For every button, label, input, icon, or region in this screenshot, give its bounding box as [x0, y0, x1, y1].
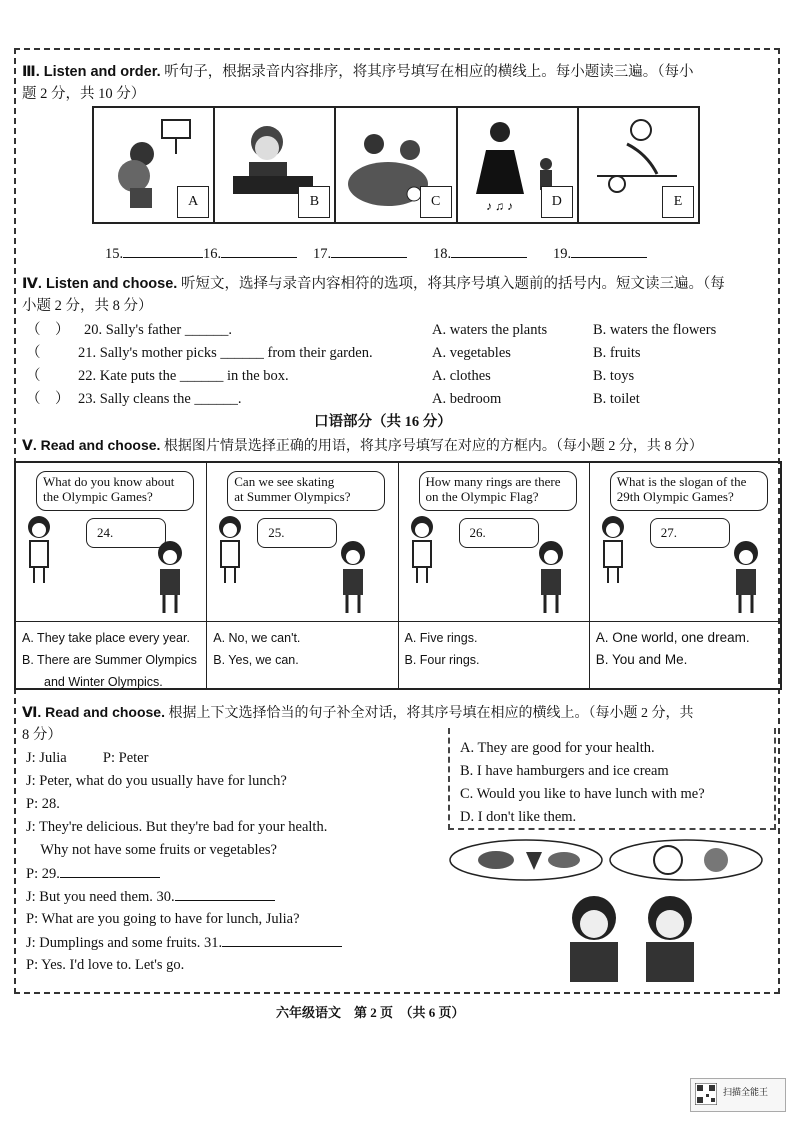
- q20-option-a: A. waters the plants: [432, 322, 548, 338]
- sec6-options-box: [448, 728, 776, 830]
- answer-line[interactable]: [123, 245, 203, 258]
- q23-option-a: A. bedroom: [432, 391, 502, 407]
- dialogue-line-9: P: Yes. I'd love to. Let's go.: [26, 957, 185, 973]
- children-lunch-illustration: [446, 838, 766, 988]
- boy-icon: [152, 539, 188, 615]
- answer-19: [553, 245, 647, 263]
- bubble-line-1: Can we see skating: [234, 474, 335, 489]
- picture-label-d: D: [541, 186, 573, 218]
- bubble-line-2: the Olympic Games?: [43, 488, 153, 504]
- scanner-watermark: [690, 1078, 786, 1112]
- qr-code-icon: [695, 1083, 717, 1105]
- dialogue-text: J: Dumplings and some fruits. 31.: [26, 935, 223, 951]
- scanner-app-name: 扫描全能王: [723, 1087, 769, 1097]
- picture-label-e: E: [662, 186, 694, 218]
- sec3-picture-strip: [92, 106, 700, 224]
- q21-option-a: A. vegetables: [432, 345, 511, 361]
- answer-17: [313, 245, 407, 263]
- answer-box-25[interactable]: [257, 518, 337, 548]
- speech-bubble: [610, 471, 768, 511]
- answer-line[interactable]: [331, 245, 407, 258]
- dialogue-line-2: [26, 796, 60, 813]
- answer-number: 26.: [469, 525, 486, 540]
- answer-number: 17.: [313, 246, 332, 262]
- sec3-header: [22, 64, 693, 81]
- girl-icon: [22, 515, 56, 585]
- sec3-instruction-2: 题 2 分，共 10 分）: [22, 86, 146, 102]
- answer-18: [433, 245, 527, 263]
- dialogue-picture: [590, 463, 780, 622]
- picture-b: [215, 108, 336, 222]
- q22-option-b: B. toys: [593, 368, 635, 384]
- sec5-grid: [14, 461, 782, 690]
- bubble-line-2: 29th Olympic Games?: [616, 488, 734, 504]
- sec5-panel-25: [207, 463, 398, 688]
- sec6-title: Ⅵ. Read and choose.: [22, 704, 165, 720]
- option-b: B. Yes, we can.: [213, 653, 299, 667]
- sec5-header: [22, 437, 703, 455]
- dialogue-picture: [207, 463, 397, 622]
- answer-number: 27.: [660, 525, 677, 540]
- sec6-instruction: 根据上下文选择恰当的句子补全对话，将其序号填在相应的横线上。（每小题 2 分，共: [168, 706, 694, 721]
- dialogue-picture: [399, 463, 589, 622]
- sec5-panel-27: [590, 463, 780, 688]
- picture-label-a: A: [177, 186, 209, 218]
- option-a: A. One world, one dream.: [595, 630, 750, 645]
- option-b: B. There are Summer Olympics: [22, 653, 197, 667]
- sec6-option-c: C. Would you like to have lunch with me?: [460, 786, 705, 802]
- q21-option-b: B. fruits: [593, 345, 641, 361]
- answer-number: 15.: [105, 246, 124, 262]
- dialogue-line-3: J: They're delicious. But they're bad for your health.: [26, 819, 328, 835]
- q22-paren[interactable]: （: [26, 368, 41, 384]
- q22-option-a: A. clothes: [432, 368, 491, 384]
- q23-text: 23. Sally cleans the ______.: [78, 391, 242, 407]
- sec5-panel-24: [16, 463, 207, 688]
- dialogue-line-7: P: What are you going to have for lunch, Julia?: [26, 911, 300, 927]
- q20-paren[interactable]: （ ）: [26, 322, 70, 338]
- answer-number: 24.: [97, 525, 114, 540]
- q20-option-b: B. waters the flowers: [593, 322, 717, 338]
- picture-d: [458, 108, 579, 222]
- option-b: B. Four rings.: [404, 653, 480, 667]
- options-27: [596, 627, 750, 671]
- bubble-line-1: How many rings are there: [425, 474, 561, 489]
- answer-number: 16.: [203, 246, 222, 262]
- options-25: [213, 627, 300, 671]
- dialogue-text: P: 29.: [26, 866, 60, 882]
- answer-number: 18.: [433, 246, 452, 262]
- sec4-title: Ⅳ. Listen and choose.: [22, 276, 178, 292]
- answer-line-29[interactable]: [60, 865, 160, 878]
- sec3-title: Ⅲ. Listen and order.: [22, 64, 161, 80]
- dialogue-line-1: J: Peter, what do you usually have for lunch?: [26, 773, 287, 789]
- sec6-option-d: D. I don't like them.: [460, 809, 577, 825]
- picture-c: [336, 108, 457, 222]
- sec5-title: Ⅴ. Read and choose.: [22, 437, 161, 453]
- options-26: [405, 627, 480, 671]
- q21-text: 21. Sally's mother picks ______ from their garden.: [78, 345, 373, 361]
- sec5-panel-26: [399, 463, 590, 688]
- bubble-line-1: What do you know about: [43, 474, 175, 489]
- option-b: B. You and Me.: [595, 652, 688, 667]
- sec3-instruction: 听句子，根据录音内容排序，将其序号填写在相应的横线上。每小题读三遍。（每小: [164, 64, 694, 80]
- sec6-option-a: A. They are good for your health.: [460, 740, 655, 756]
- sec5-instruction: 根据图片情景选择正确的用语，将其序号填写在对应的方框内。（每小题 2 分，共 8 分）: [163, 439, 703, 454]
- girl-icon: [405, 515, 439, 585]
- answer-number: 25.: [268, 525, 285, 540]
- svg-text:♪ ♫ ♪: ♪ ♫ ♪: [485, 199, 513, 213]
- sec6-instruction-2: 8 分）: [22, 727, 62, 743]
- answer-line-31[interactable]: [222, 934, 342, 947]
- q23-paren[interactable]: （ ）: [26, 391, 70, 407]
- speech-bubble: [36, 471, 194, 511]
- oral-section-title: 口语部分（共 16 分）: [314, 414, 452, 430]
- picture-label-b: B: [298, 186, 330, 218]
- answer-15: [105, 245, 203, 263]
- speech-bubble: [227, 471, 385, 511]
- option-a: A. No, we can't.: [213, 631, 301, 645]
- dialogue-text: P: 28.: [26, 796, 60, 812]
- picture-e: [579, 108, 698, 222]
- boy-icon: [728, 539, 764, 615]
- answer-line[interactable]: [571, 245, 647, 258]
- answer-line-30[interactable]: [175, 888, 275, 901]
- bubble-line-1: What is the slogan of the: [616, 474, 747, 489]
- q22-text: 22. Kate puts the ______ in the box.: [78, 368, 289, 384]
- answer-line[interactable]: [451, 245, 527, 258]
- answer-number: 19.: [553, 246, 572, 262]
- answer-16: [203, 245, 297, 263]
- answer-line[interactable]: [221, 245, 297, 258]
- dialogue-line-5: [26, 865, 160, 883]
- bubble-line-2: on the Olympic Flag?: [425, 488, 539, 504]
- q21-paren[interactable]: （: [26, 345, 41, 361]
- options-24: [22, 627, 197, 693]
- answer-box-26[interactable]: [459, 518, 539, 548]
- speech-bubble: [419, 471, 577, 511]
- picture-label-c: C: [420, 186, 452, 218]
- picture-a: [94, 108, 215, 222]
- girl-icon: [213, 515, 247, 585]
- dialogue-line-roles: J: Julia P: Peter: [26, 750, 149, 766]
- sec6-header: [22, 704, 693, 722]
- option-a: A. Five rings.: [404, 631, 478, 645]
- q20-text: 20. Sally's father ______.: [84, 322, 232, 338]
- boy-icon: [533, 539, 569, 615]
- sec4-instruction-2: 小题 2 分，共 8 分）: [22, 298, 153, 314]
- option-b-cont: and Winter Olympics.: [44, 675, 163, 689]
- q23-option-b: B. toilet: [593, 391, 640, 407]
- boy-icon: [335, 539, 371, 615]
- sec4-header: [22, 276, 725, 293]
- sec4-instruction: 听短文，选择与录音内容相符的选项，将其序号填入题前的括号内。短文读三遍。（每: [180, 276, 725, 292]
- dialogue-line-4: Why not have some fruits or vegetables?: [26, 842, 277, 858]
- option-a: A. They take place every year.: [22, 631, 190, 645]
- dialogue-line-6: [26, 888, 275, 906]
- bubble-line-2: at Summer Olympics?: [234, 488, 351, 504]
- page-footer: 六年级语文 第 2 页 （共 6 页）: [276, 1005, 465, 1020]
- dialogue-text: J: But you need them. 30.: [26, 889, 175, 905]
- dialogue-line-8: [26, 934, 342, 952]
- girl-icon: [596, 515, 630, 585]
- sec6-option-b: B. I have hamburgers and ice cream: [460, 763, 669, 779]
- answer-box-27[interactable]: [650, 518, 730, 548]
- dialogue-picture: [16, 463, 206, 622]
